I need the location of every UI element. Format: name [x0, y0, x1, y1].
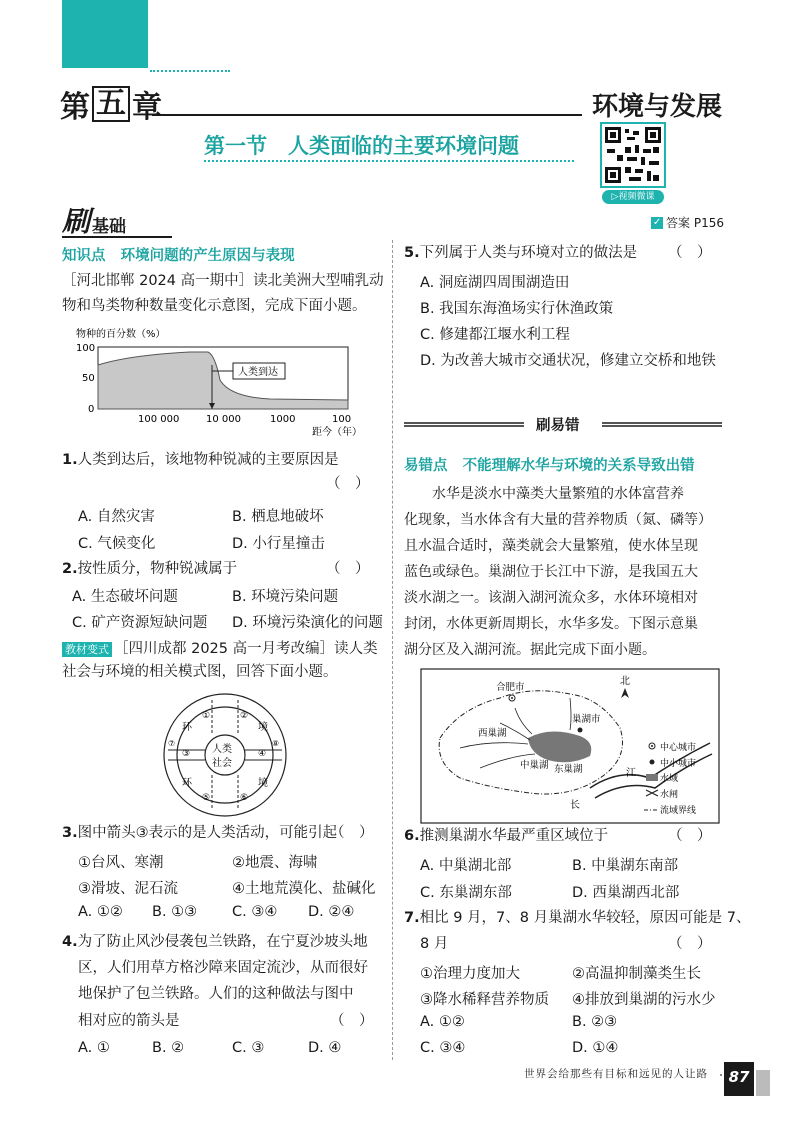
chapter-heading [60, 84, 162, 124]
xtick-100: 100 [332, 414, 352, 425]
knowledge-point [62, 244, 295, 265]
q5-option-a[interactable]: A. 洞庭湖四周围湖造田 [420, 275, 570, 291]
q3-paren: （ ） [330, 825, 374, 841]
passage-line: 化现象，当水体含有大量的营养物质（氮、磷等） [404, 512, 712, 528]
q1-option-d[interactable]: D. 小行星撞击 [232, 536, 325, 552]
intro1-line1: ［河北邯郸 2024 高一期中］读北美洲大型哺乳动 [62, 273, 384, 289]
q5-option-d[interactable]: D. 为改善大城市交通状况，修建立交桥和地铁 [420, 353, 716, 369]
q3-option-c[interactable]: C. ③④ [232, 904, 278, 920]
mark-1: ① [202, 711, 211, 721]
passage [404, 481, 724, 663]
passage-line: 封闭，水体更新周期长，水华多发。下图示意巢 [404, 616, 698, 632]
mark-4: ④ [258, 749, 267, 759]
basics-underline [62, 236, 172, 238]
q6: 6.推测巢湖水华最严重区域位于 [404, 828, 609, 844]
q7-option-d[interactable]: D. ①④ [572, 1040, 619, 1056]
q7-paren: （ ） [668, 936, 712, 952]
answer-ref[interactable]: ✓ 答案 P156 [652, 216, 724, 230]
corner-tab [62, 0, 148, 68]
q1-option-a[interactable]: A. 自然灾害 [78, 509, 155, 525]
page-number: 87 [724, 1062, 754, 1096]
q3-item-3: ③滑坡、泥石流 [78, 881, 178, 897]
map-jiang: 江 [626, 768, 636, 779]
q6-paren: （ ） [668, 828, 712, 844]
passage-line: 水华是淡水中藻类大量繁殖的水体富营养 [432, 486, 684, 502]
map-north: 北 [620, 676, 630, 687]
section-title: 第一节 人类面临的主要环境问题 [204, 134, 519, 158]
q7-item-3: ③降水稀释营养物质 [420, 992, 549, 1008]
q7-option-c[interactable]: C. ③④ [420, 1040, 466, 1056]
legend-small-city: 中小城市 [660, 759, 697, 769]
center-label-1: 人类 [212, 744, 232, 755]
chapter-prefix: 第 [60, 90, 90, 125]
q5-paren: （ ） [668, 245, 712, 261]
q2: 2.按性质分，物种锐减属于 [62, 561, 238, 577]
kp-label: 知识点 [62, 248, 106, 264]
q4-line4: 相对应的箭头是 [78, 1013, 180, 1029]
map-chang: 长 [570, 800, 580, 811]
passage-line: 蓝色或绿色。巢湖位于长江中下游，是我国五大 [404, 564, 698, 580]
q4-line2: 区，人们用草方格沙障来固定流沙，从而很好 [78, 960, 368, 976]
chapter-num: 五 [92, 86, 130, 122]
q5-option-c[interactable]: C. 修建都江堰水利工程 [420, 327, 570, 343]
q1-option-c[interactable]: C. 气候变化 [78, 536, 156, 552]
map-hefei: 合肥市 [496, 682, 525, 693]
mark-8: ⑧ [272, 739, 280, 748]
chapter-title: 环境与发展 [591, 92, 722, 122]
mark-7: ⑦ [168, 739, 176, 748]
q5-option-b[interactable]: B. 我国东海渔场实行休渔政策 [420, 301, 614, 317]
q5: 5.下列属于人类与环境对立的做法是 [404, 245, 638, 261]
q2-option-c[interactable]: C. 矿产资源短缺问题 [72, 615, 208, 631]
mark-2: ② [240, 711, 249, 721]
basics-label: 基础 [92, 217, 127, 237]
basics-banner [62, 200, 126, 240]
q7-option-b[interactable]: B. ②③ [572, 1014, 618, 1030]
q2-option-d[interactable]: D. 环境污染演化的问题 [232, 615, 383, 631]
q7-option-a[interactable]: A. ①② [420, 1014, 465, 1030]
species-chart [70, 325, 380, 440]
q3-option-d[interactable]: D. ②④ [308, 904, 355, 920]
human-environment-diagram [160, 690, 290, 820]
legend-water: 水域 [660, 774, 679, 784]
ring-char-2: 境 [258, 722, 268, 733]
q2-option-a[interactable]: A. 生态破坏问题 [72, 589, 178, 605]
q4-option-d[interactable]: D. ④ [308, 1040, 342, 1056]
mark-6: ⑥ [240, 793, 249, 803]
variant-tag: 教材变式 [62, 642, 112, 657]
chaohu-map [420, 668, 720, 824]
q4-option-b[interactable]: B. ② [152, 1040, 185, 1056]
ep-title: 不能理解水华与环境的关系导致出错 [462, 458, 695, 474]
ring-char-1: 环 [182, 722, 192, 733]
q6-option-d[interactable]: D. 西巢湖西北部 [572, 885, 680, 901]
passage-line: 淡水湖之一。该湖入湖河流众多，水体环境相对 [404, 590, 698, 606]
q7-line1: 7.相比 9 月，7、8 月巢湖水华较轻，原因可能是 7、 [404, 910, 751, 926]
q7-item-1: ①治理力度加大 [420, 966, 520, 982]
dot-leader [150, 70, 230, 72]
play-icon: ▷ [611, 192, 619, 202]
footer-slogan: 世界会给那些有目标和远见的人让路 [524, 1068, 708, 1080]
q1-option-b[interactable]: B. 栖息地破坏 [232, 509, 324, 525]
map-mid-lake: 中巢湖 [520, 760, 549, 771]
q3-item-4: ④土地荒漠化、盐碱化 [232, 881, 376, 897]
xtick-100000: 100 000 [138, 414, 180, 425]
species-area [98, 352, 348, 409]
error-divider-right [602, 422, 722, 427]
check-icon: ✓ [652, 216, 662, 228]
passage-line: 湖分区及入湖河流。据此完成下面小题。 [404, 642, 656, 658]
chart-ylabel: 物种的百分数（%） [76, 329, 166, 340]
ytick-50: 50 [82, 373, 95, 384]
map-east-lake: 东巢湖 [554, 764, 583, 775]
passage-line: 且水温合适时，藻类就会大量繁殖，使水体呈现 [404, 538, 698, 554]
map-west-lake: 西巢湖 [478, 728, 507, 739]
intro1-line2: 物和鸟类物种数量变化示意图，完成下面小题。 [62, 298, 367, 314]
q1: 1.人类到达后，该地物种锐减的主要原因是 [62, 452, 339, 468]
q3-item-1: ①台风、寒潮 [78, 855, 164, 871]
qr-label[interactable]: ▷视频微课 [602, 190, 664, 204]
ring-char-4: 境 [258, 778, 268, 789]
chart-xlabel: 距今（年） [312, 427, 362, 438]
column-divider [392, 240, 393, 1060]
legend-boundary: 流域界线 [660, 806, 697, 816]
qr-code[interactable] [600, 122, 666, 188]
q1-paren: （ ） [326, 476, 370, 492]
brush-char: 刷 [62, 205, 91, 238]
q6-option-c[interactable]: C. 东巢湖东部 [420, 885, 512, 901]
kp-title: 环境问题的产生原因与表现 [120, 248, 295, 264]
q6-option-b[interactable]: B. 中巢湖东南部 [572, 858, 679, 874]
q3-option-a[interactable]: A. ①② [78, 904, 123, 920]
legend-central-city: 中心城市 [660, 743, 697, 753]
xtick-1000: 1000 [270, 414, 296, 425]
q3-item-2: ②地震、海啸 [232, 855, 318, 871]
q2-paren: （ ） [326, 561, 370, 577]
error-divider-label: 刷易错 [536, 418, 580, 434]
q7-item-4: ④排放到巢湖的污水少 [572, 992, 716, 1008]
q6-option-a[interactable]: A. 中巢湖北部 [420, 858, 512, 874]
q2-option-b[interactable]: B. 环境污染问题 [232, 589, 339, 605]
page-corner-shade [756, 1070, 770, 1096]
q4-option-c[interactable]: C. ③ [232, 1040, 265, 1056]
q4-option-a[interactable]: A. ① [78, 1040, 110, 1056]
map-chaohu-city: 巢湖市 [572, 714, 601, 725]
center-label-2: 社会 [212, 758, 232, 769]
xtick-10000: 10 000 [206, 414, 241, 425]
ytick-100: 100 [76, 343, 96, 354]
ep-label: 易错点 [404, 458, 448, 474]
chart-annotation: 人类到达 [238, 367, 278, 378]
q4-line3: 地保护了包兰铁路。人们的这种做法与图中 [78, 986, 354, 1002]
q7-item-2: ②高温抑制藻类生长 [572, 966, 701, 982]
variant-intro: 教材变式 ［四川成都 2025 高一月考改编］读人类 [62, 637, 378, 658]
q3-option-b[interactable]: B. ①③ [152, 904, 198, 920]
q3: 3.图中箭头③表示的是人类活动，可能引起 [62, 825, 338, 841]
q4-paren: （ ） [330, 1013, 374, 1029]
ring-char-3: 环 [182, 778, 192, 789]
chapter-suffix: 章 [132, 90, 162, 125]
mark-5: ⑤ [202, 793, 211, 803]
q7-line2: 8 月 [420, 936, 449, 952]
mark-3: ③ [182, 749, 191, 759]
error-point [404, 454, 695, 475]
ytick-0: 0 [88, 404, 95, 415]
legend-sluice: 水闸 [660, 790, 679, 800]
header-rule [152, 114, 582, 116]
intro2-line2: 社会与环境的相关模式图，回答下面小题。 [62, 664, 338, 680]
error-divider-left [404, 422, 524, 427]
q4-line1: 4.为了防止风沙侵袭包兰铁路，在宁夏沙坡头地 [62, 934, 368, 950]
section-underline [204, 160, 574, 162]
